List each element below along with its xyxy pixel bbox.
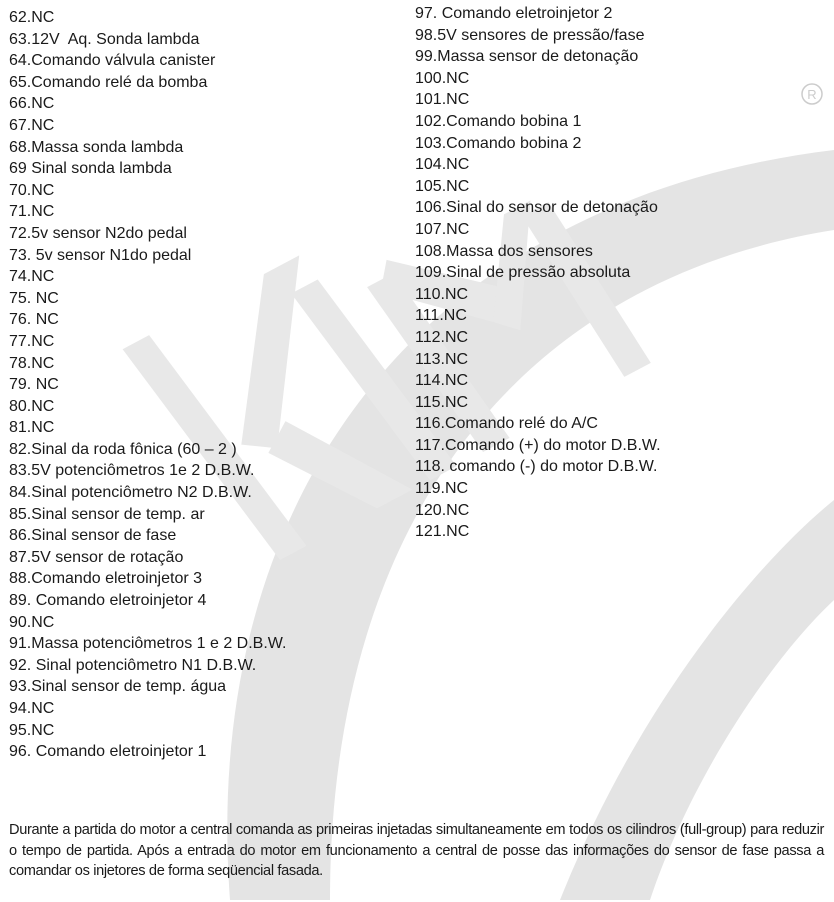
- pin-item: 85.Sinal sensor de temp. ar: [9, 505, 205, 523]
- pin-item: 118. comando (-) do motor D.B.W.: [415, 458, 658, 476]
- pin-item: 116.Comando relé do A/C: [415, 415, 598, 433]
- pin-item: 115.NC: [415, 393, 469, 411]
- pin-item: 80.NC: [9, 397, 55, 415]
- pin-list-left: [9, 7, 286, 763]
- pin-item: 113.NC: [415, 350, 469, 368]
- pin-item: 120.NC: [415, 501, 470, 519]
- pin-item: 109.Sinal de pressão absoluta: [415, 264, 631, 282]
- pin-item: 72.5v sensor N2do pedal: [9, 224, 187, 242]
- pin-item: 117.Comando (+) do motor D.B.W.: [415, 436, 661, 454]
- pin-item: 69 Sinal sonda lambda: [9, 160, 172, 178]
- pin-item: 81.NC: [9, 419, 55, 437]
- pin-item: 74.NC: [9, 268, 55, 286]
- pin-item: 102.Comando bobina 1: [415, 112, 582, 130]
- pin-item: 84.Sinal potenciômetro N2 D.B.W.: [9, 484, 252, 502]
- pin-list-right: [415, 3, 661, 543]
- pin-item: 65.Comando relé da bomba: [9, 73, 208, 91]
- pin-item: 87.5V sensor de rotação: [9, 548, 184, 566]
- pin-item: 110.NC: [415, 285, 469, 303]
- pin-item: 86.Sinal sensor de fase: [9, 527, 177, 545]
- pin-item: 103.Comando bobina 2: [415, 134, 582, 152]
- pin-item: 105.NC: [415, 177, 470, 195]
- pin-item: 70.NC: [9, 181, 55, 199]
- pin-item: 75. NC: [9, 289, 59, 307]
- pin-item: 98.5V sensores de pressão/fase: [415, 26, 645, 44]
- pin-item: 67.NC: [9, 116, 55, 134]
- pin-item: 63.12V Aq. Sonda lambda: [9, 30, 200, 48]
- pin-item: 89. Comando eletroinjetor 4: [9, 592, 207, 610]
- pin-item: 90.NC: [9, 613, 55, 631]
- pin-item: 71.NC: [9, 203, 55, 221]
- registered-r: R: [807, 87, 817, 102]
- pin-item: 107.NC: [415, 220, 470, 238]
- pin-item: 101.NC: [415, 91, 470, 109]
- pin-item: 88.Comando eletroinjetor 3: [9, 570, 203, 588]
- pin-item: 76. NC: [9, 311, 59, 329]
- pin-item: 66.NC: [9, 95, 55, 113]
- pin-item: 111.NC: [415, 307, 467, 325]
- pin-item: 106.Sinal do sensor de detonação: [415, 199, 658, 217]
- pin-item: 100.NC: [415, 69, 470, 87]
- description-paragraph: Durante a partida do motor a central comanda as primeiras injetadas simultaneamente em todos os cilindros (full-group) para reduzir o tempo de partida. Após a entrada do motor em funcionamento a central de posse das informações do sensor de fase passa a comandar os injetores de forma seqüencial fasada.: [9, 822, 824, 879]
- pin-item: 79. NC: [9, 376, 59, 394]
- pin-item: 78.NC: [9, 354, 55, 372]
- pin-item: 94.NC: [9, 700, 55, 717]
- pin-item: 62.NC: [9, 9, 55, 26]
- pin-item: 68.Massa sonda lambda: [9, 138, 184, 156]
- pin-item: 91.Massa potenciômetros 1 e 2 D.B.W.: [9, 635, 287, 653]
- pin-item: 108.Massa dos sensores: [415, 242, 593, 260]
- pin-item: 95.NC: [9, 721, 55, 739]
- pin-item: 83.5V potenciômetros 1e 2 D.B.W.: [9, 462, 255, 480]
- pin-item: 96. Comando eletroinjetor 1: [9, 743, 207, 761]
- pin-item: 112.NC: [415, 328, 469, 346]
- pin-item: 73. 5v sensor N1do pedal: [9, 246, 192, 264]
- pin-item: 99.Massa sensor de detonação: [415, 48, 639, 66]
- pin-item: 93.Sinal sensor de temp. água: [9, 678, 227, 696]
- pin-item: 77.NC: [9, 332, 55, 350]
- pin-item: 82.Sinal da roda fônica (60 – 2 ): [9, 440, 237, 458]
- pin-item: 121.NC: [415, 523, 470, 541]
- pin-item: 104.NC: [415, 156, 470, 174]
- pin-item: 92. Sinal potenciômetro N1 D.B.W.: [9, 656, 257, 674]
- pin-item: 97. Comando eletroinjetor 2: [415, 5, 613, 22]
- pin-item: 64.Comando válvula canister: [9, 52, 216, 70]
- pin-item: 114.NC: [415, 372, 469, 390]
- pin-item: 119.NC: [415, 480, 469, 498]
